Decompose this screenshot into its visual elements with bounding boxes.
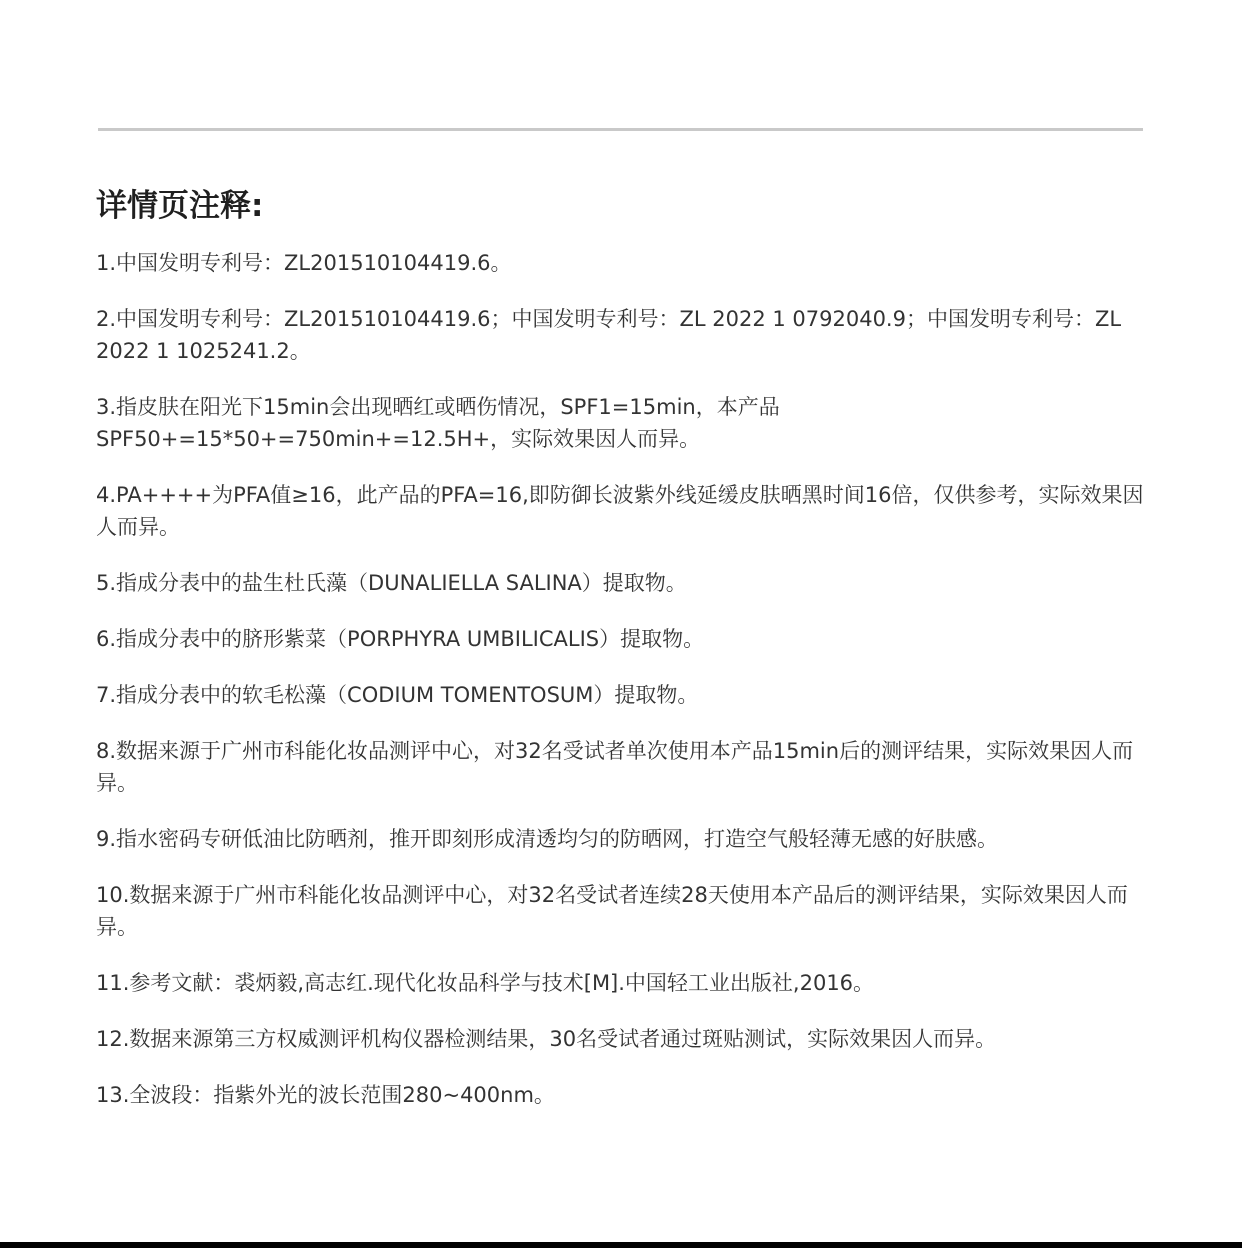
page-title: 详情页注释: — [96, 188, 264, 224]
footnote-item: 7.指成分表中的软毛松藻（CODIUM TOMENTOSUM）提取物。 — [96, 683, 699, 707]
footnote-item: 12.数据来源第三方权威测评机构仪器检测结果，30名受试者通过斑贴测试，实际效果因人而异。 — [96, 1027, 997, 1051]
footnote-item: 2.中国发明专利号：ZL201510104419.6；中国发明专利号：ZL 2022 1 0792040.9；中国发明专利号：ZL 2022 1 1025241.2。 — [96, 307, 1122, 363]
footnote-item: 1.中国发明专利号：ZL201510104419.6。 — [96, 251, 512, 275]
footnote-item: 10.数据来源于广州市科能化妆品测评中心，对32名受试者连续28天使用本产品后的测评结果，实际效果因人而异。 — [96, 883, 1128, 939]
footnote-item: 3.指皮肤在阳光下15min会出现晒红或晒伤情况，SPF1=15min，本产品SPF50+=15*50+=750min+=12.5H+，实际效果因人而异。 — [96, 395, 780, 451]
section-divider — [98, 128, 1143, 131]
footnote-item: 13.全波段：指紫外光的波长范围280~400nm。 — [96, 1083, 555, 1107]
footnote-item: 4.PA++++为PFA值≥16，此产品的PFA=16,即防御长波紫外线延缓皮肤晒黑时间16倍，仅供参考，实际效果因人而异。 — [96, 483, 1144, 539]
footnote-list — [96, 247, 1146, 1135]
footnote-item: 5.指成分表中的盐生杜氏藻（DUNALIELLA SALINA）提取物。 — [96, 571, 687, 595]
bottom-edge-bar — [0, 1242, 1242, 1248]
footnote-item: 9.指水密码专研低油比防晒剂，推开即刻形成清透均匀的防晒网，打造空气般轻薄无感的好肤感。 — [96, 827, 999, 851]
footnote-item: 11.参考文献：裘炳毅,高志红.现代化妆品科学与技术[M].中国轻工业出版社,2016。 — [96, 971, 875, 995]
footnote-item: 8.数据来源于广州市科能化妆品测评中心，对32名受试者单次使用本产品15min后的测评结果，实际效果因人而异。 — [96, 739, 1134, 795]
footnote-item: 6.指成分表中的脐形紫菜（PORPHYRA UMBILICALIS）提取物。 — [96, 627, 705, 651]
